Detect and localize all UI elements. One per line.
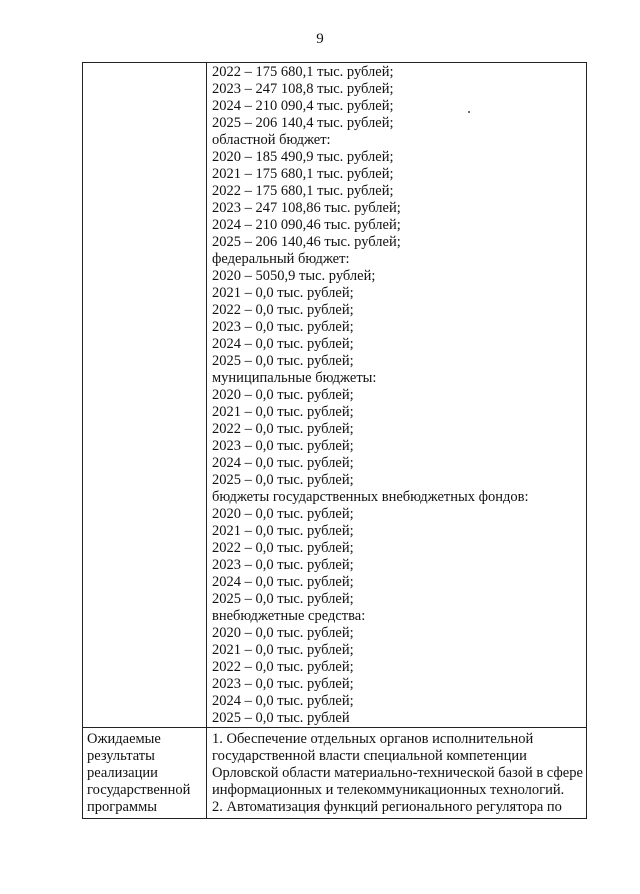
funding-line: 2024 – 0,0 тыс. рублей; bbox=[212, 574, 354, 590]
funding-line: 2023 – 247 108,86 тыс. рублей; bbox=[212, 200, 401, 216]
expected-results-line: информационных и телекоммуникационных технологий. bbox=[212, 782, 565, 798]
funding-line: 2025 – 0,0 тыс. рублей bbox=[212, 710, 350, 726]
funding-line: 2022 – 0,0 тыс. рублей; bbox=[212, 421, 354, 437]
expected-results-label-line: Ожидаемые bbox=[87, 731, 161, 747]
funding-line: 2024 – 0,0 тыс. рублей; bbox=[212, 693, 354, 709]
funding-line: 2025 – 206 140,4 тыс. рублей; bbox=[212, 115, 394, 131]
funding-line: 2024 – 210 090,4 тыс. рублей; bbox=[212, 98, 394, 114]
funding-line: 2022 – 0,0 тыс. рублей; bbox=[212, 302, 354, 318]
funding-line: 2023 – 247 108,8 тыс. рублей; bbox=[212, 81, 394, 97]
table-row-funding bbox=[83, 63, 587, 728]
funding-line: 2021 – 0,0 тыс. рублей; bbox=[212, 285, 354, 301]
expected-results-label-line: реализации bbox=[87, 765, 158, 781]
funding-line: 2025 – 0,0 тыс. рублей; bbox=[212, 353, 354, 369]
funding-line: 2025 – 0,0 тыс. рублей; bbox=[212, 472, 354, 488]
expected-results-label-cell bbox=[83, 728, 207, 819]
funding-line: 2022 – 0,0 тыс. рублей; bbox=[212, 659, 354, 675]
funding-line: 2024 – 0,0 тыс. рублей; bbox=[212, 455, 354, 471]
funding-line: 2021 – 0,0 тыс. рублей; bbox=[212, 523, 354, 539]
funding-line: федеральный бюджет: bbox=[212, 251, 350, 267]
funding-line: 2024 – 0,0 тыс. рублей; bbox=[212, 336, 354, 352]
expected-results-label-line: государственной bbox=[87, 782, 191, 798]
funding-line: 2023 – 0,0 тыс. рублей; bbox=[212, 557, 354, 573]
expected-results-label-line: программы bbox=[87, 799, 157, 815]
funding-line: 2023 – 0,0 тыс. рублей; bbox=[212, 676, 354, 692]
funding-values-cell bbox=[207, 63, 587, 728]
page-number: 9 bbox=[316, 31, 324, 47]
expected-results-label-line: результаты bbox=[87, 748, 155, 764]
funding-label-cell bbox=[83, 63, 207, 728]
expected-results-line: государственной власти специальной компетенции bbox=[212, 748, 527, 764]
funding-line: бюджеты государственных внебюджетных фондов: bbox=[212, 489, 529, 505]
funding-line: 2024 – 210 090,46 тыс. рублей; bbox=[212, 217, 401, 233]
funding-line: 2025 – 0,0 тыс. рублей; bbox=[212, 591, 354, 607]
funding-line: 2020 – 5050,9 тыс. рублей; bbox=[212, 268, 376, 284]
funding-line: 2020 – 0,0 тыс. рублей; bbox=[212, 625, 354, 641]
expected-results-line: Орловской области материально-технической базой в сфере bbox=[212, 765, 583, 781]
funding-line: муниципальные бюджеты: bbox=[212, 370, 377, 386]
funding-line: 2020 – 0,0 тыс. рублей; bbox=[212, 387, 354, 403]
funding-line: областной бюджет: bbox=[212, 132, 331, 148]
funding-line: 2020 – 0,0 тыс. рублей; bbox=[212, 506, 354, 522]
funding-line: 2023 – 0,0 тыс. рублей; bbox=[212, 438, 354, 454]
expected-results-text-cell bbox=[207, 728, 587, 819]
program-passport-table bbox=[82, 62, 587, 819]
funding-line: внебюджетные средства: bbox=[212, 608, 366, 624]
table-row-expected-results bbox=[83, 728, 587, 819]
funding-line: 2022 – 0,0 тыс. рублей; bbox=[212, 540, 354, 556]
funding-line: 2021 – 0,0 тыс. рублей; bbox=[212, 642, 354, 658]
expected-results-line: 1. Обеспечение отдельных органов исполнительной bbox=[212, 731, 534, 747]
funding-line: 2020 – 185 490,9 тыс. рублей; bbox=[212, 149, 394, 165]
funding-line: 2022 – 175 680,1 тыс. рублей; bbox=[212, 183, 394, 199]
funding-line: 2021 – 175 680,1 тыс. рублей; bbox=[212, 166, 394, 182]
expected-results-line: 2. Автоматизация функций регионального регулятора по bbox=[212, 799, 562, 815]
funding-line: 2025 – 206 140,46 тыс. рублей; bbox=[212, 234, 401, 250]
funding-line: 2023 – 0,0 тыс. рублей; bbox=[212, 319, 354, 335]
funding-line: 2022 – 175 680,1 тыс. рублей; bbox=[212, 64, 394, 80]
funding-line: 2021 – 0,0 тыс. рублей; bbox=[212, 404, 354, 420]
